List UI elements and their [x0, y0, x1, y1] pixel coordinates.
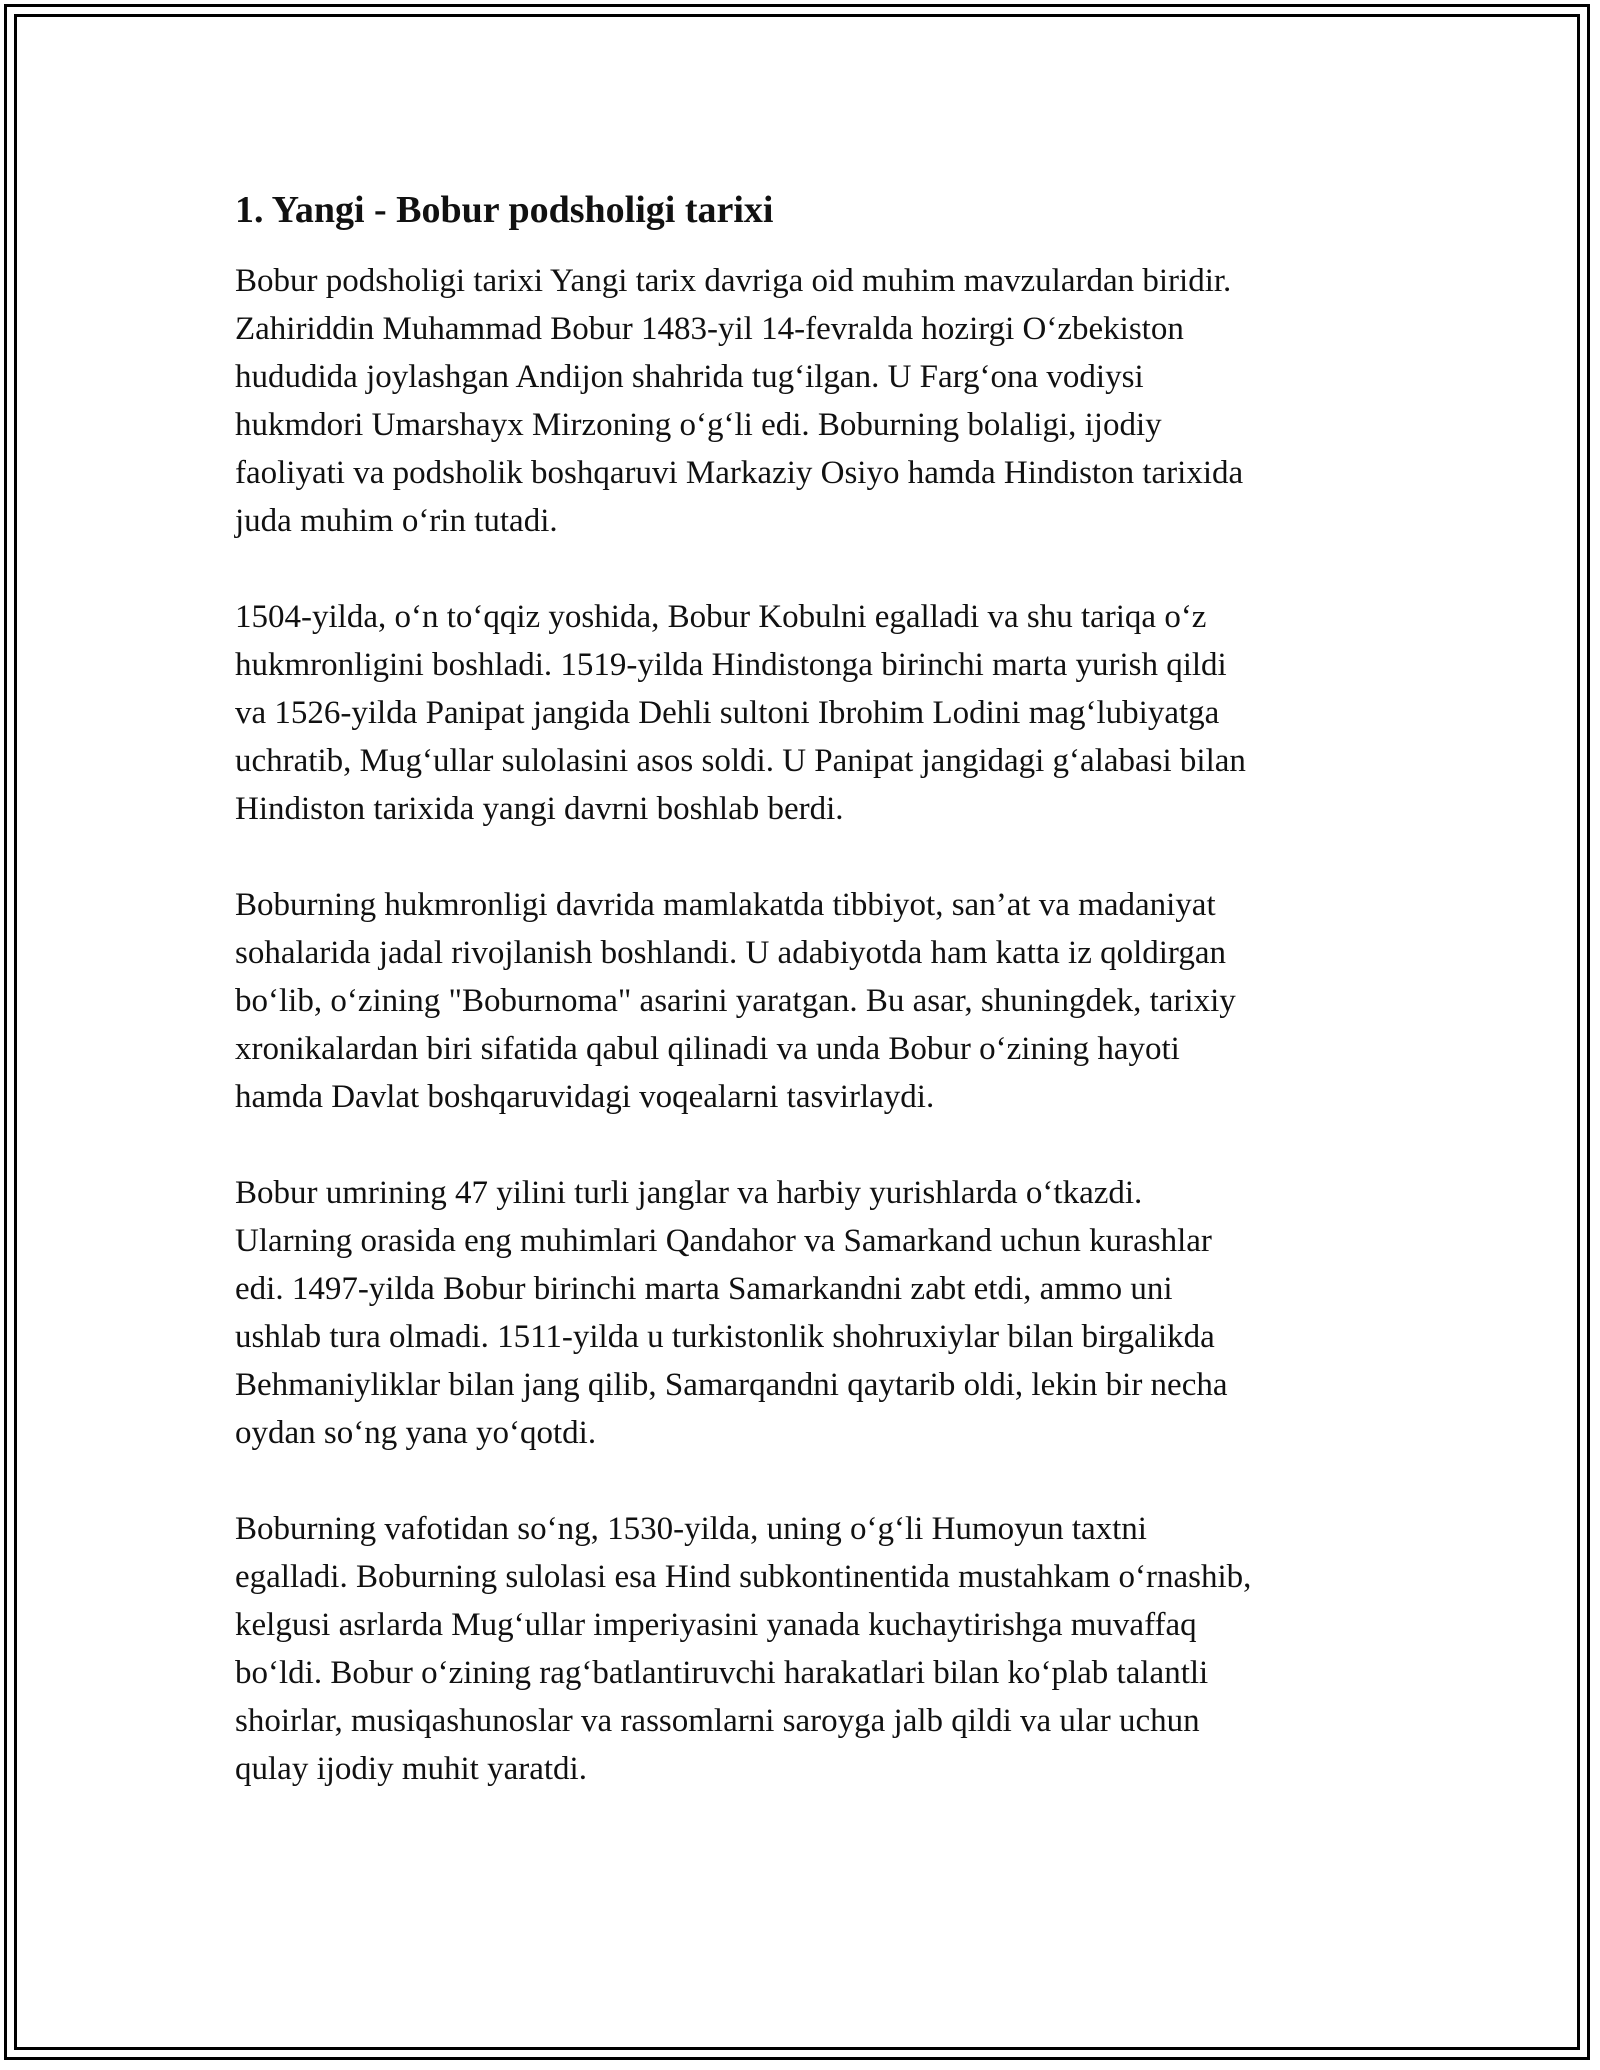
- paragraph-5: Boburning vafotidan so‘ng, 1530-yilda, uning o‘g‘li Humoyun taxtni egalladi. Boburning sulolasi esa Hind subkontinentida mustahkam o‘rnashib, kelgusi asrlarda Mug‘ullar imperiyasini yanada kuchaytirishga muvaffaq bo‘ldi. Bobur o‘zining rag‘batlantiruvchi harakatlari bilan ko‘plab talantli shoirlar, musiqashunoslar va rassomlarni saroyga jalb qildi va ular uchun qulay ijodiy muhit yaratdi.: [235, 1511, 1252, 1787]
- paragraph-1: Bobur podsholigi tarixi Yangi tarix davriga oid muhim mavzulardan biridir. Zahiriddin Muhammad Bobur 1483-yil 14-fevralda hozirgi O‘zbekiston hududida joylashgan Andijon shahrida tug‘ilgan. U Farg‘ona vodiysi hukmdori Umarshayx Mirzoning o‘g‘li edi. Boburning bolaligi, ijodiy faoliyati va podsholik boshqaruvi Markaziy Osiyo hamda Hindiston tarixida juda muhim o‘rin tutadi.: [235, 263, 1244, 539]
- document-body: [235, 185, 1395, 1841]
- paragraph-4: Bobur umrining 47 yilini turli janglar va harbiy yurishlarda o‘tkazdi. Ularning orasida eng muhimlari Qandahor va Samarkand uchun kurashlar edi. 1497-yilda Bobur birinchi marta Samarkandni zabt etdi, ammo uni ushlab tura olmadi. 1511-yilda u turkistonlik shohruxiylar bilan birgalikda Behmaniyliklar bilan jang qilib, Samarqandni qaytarib oldi, lekin bir necha oydan so‘ng yana yo‘qotdi.: [235, 1175, 1228, 1451]
- paragraph-2: 1504-yilda, o‘n to‘qqiz yoshida, Bobur Kobulni egalladi va shu tariqa o‘z hukmronligini boshladi. 1519-yilda Hindistonga birinchi marta yurish qildi va 1526-yilda Panipat jangida Dehli sultoni Ibrohim Lodini mag‘lubiyatga uchratib, Mug‘ullar sulolasini asos soldi. U Panipat jangidagi g‘alabasi bilan Hindiston tarixida yangi davrni boshlab berdi.: [235, 599, 1246, 827]
- paragraph-3: Boburning hukmronligi davrida mamlakatda tibbiyot, san’at va madaniyat sohalarida jadal rivojlanish boshlandi. U adabiyotda ham katta iz qoldirgan bo‘lib, o‘zining "Boburnoma" asarini yaratgan. Bu asar, shuningdek, tarixiy xronikalardan biri sifatida qabul qilinadi va unda Bobur o‘zining hayoti hamda Davlat boshqaruvidagi voqealarni tasvirlaydi.: [235, 887, 1236, 1115]
- document-title: 1. Yangi - Bobur podsholigi tarixi: [235, 189, 774, 231]
